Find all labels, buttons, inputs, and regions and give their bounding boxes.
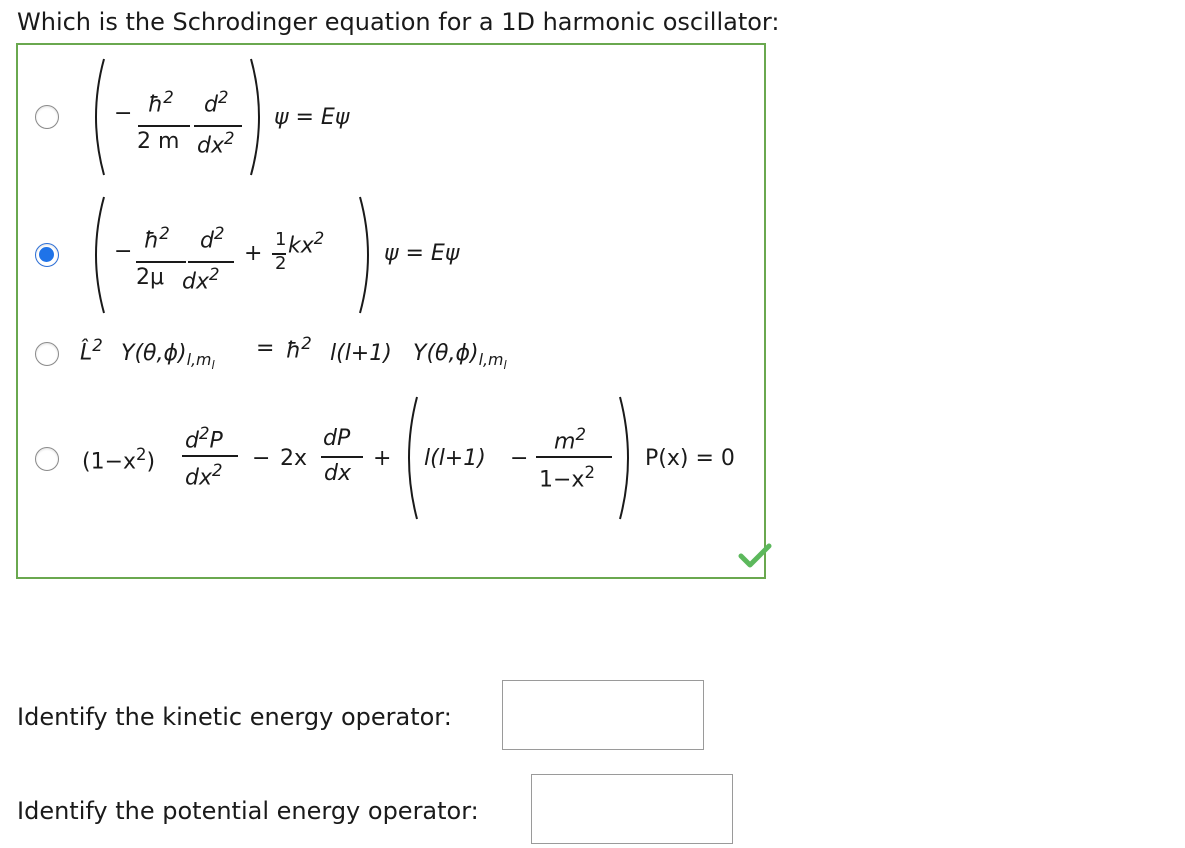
- option-1-den1: 2 m: [137, 129, 180, 154]
- option-2-bar-1: [136, 261, 186, 263]
- option-2-bar-2: [188, 261, 234, 263]
- option-1-bar-1: [138, 125, 190, 127]
- kinetic-input[interactable]: [502, 680, 704, 750]
- option-4-f2den: dx: [324, 461, 351, 486]
- option-3-eq: =: [256, 336, 275, 361]
- kinetic-label: Identify the kinetic energy operator:: [17, 703, 452, 731]
- option-4-plus: +: [373, 446, 392, 471]
- option-3-hbar: $ħ^2$: [286, 334, 312, 364]
- option-1-minus: −: [114, 101, 133, 126]
- option-2-den1: 2μ: [136, 265, 164, 290]
- option-4-bar-2: [321, 456, 363, 458]
- option-2-rhs: ψ = Eψ: [384, 241, 460, 266]
- option-1-hbar: $ħ^2$: [148, 88, 174, 118]
- option-4-two-x: 2x: [280, 446, 308, 471]
- option-1-radio[interactable]: [35, 105, 59, 129]
- right-paren-2: [354, 195, 378, 315]
- option-4-radio[interactable]: [35, 447, 59, 471]
- option-4-minus2: −: [510, 446, 529, 471]
- option-2-hbar: $ħ^2$: [144, 224, 170, 254]
- option-4-ll: l(l+1): [424, 446, 486, 471]
- option-2-radio[interactable]: [35, 243, 59, 267]
- option-1-d: $d^2$: [204, 88, 229, 118]
- left-paren-2: [86, 195, 110, 315]
- right-paren-1: [245, 57, 269, 177]
- option-4-rhs: P(x) = 0: [645, 446, 735, 471]
- option-2-d: $d^2$: [200, 224, 225, 254]
- option-4-f3num: $m^2$: [554, 425, 586, 455]
- potential-label: Identify the potential energy operator:: [17, 797, 479, 825]
- option-2-den2: $dx^2$: [182, 265, 220, 295]
- option-4-bar-3: [536, 456, 612, 458]
- option-1-rhs: ψ = Eψ: [274, 105, 350, 130]
- option-2-kx: $kx^2$: [288, 229, 325, 259]
- option-2-half-num: 1: [275, 229, 287, 250]
- question-text: Which is the Schrodinger equation for a 1D harmonic oscillator:: [17, 8, 780, 36]
- option-4-bar-1: [182, 455, 238, 457]
- left-paren-1: [86, 57, 110, 177]
- potential-input[interactable]: [531, 774, 733, 844]
- option-1-den2: $dx^2$: [197, 129, 235, 159]
- option-1-bar-2: [194, 125, 242, 127]
- option-4-f3den: $1-x^2$: [539, 463, 595, 493]
- left-paren-4: [399, 395, 423, 521]
- option-4-f1num: $d^2P$: [185, 424, 223, 454]
- option-4-minus: −: [252, 446, 271, 471]
- option-4-t1: $(1-x^2)$: [82, 445, 156, 475]
- option-3-y1: $Y(\theta,\phi)_{l,m_l}$: [121, 341, 215, 373]
- option-2-plus: +: [244, 241, 263, 266]
- option-4-f1den: $dx^2$: [185, 461, 223, 491]
- answer-options-box: [16, 43, 766, 579]
- option-3-lhs: L̂$^2$: [80, 336, 103, 366]
- right-paren-4: [614, 395, 638, 521]
- option-4-f2num: dP: [323, 426, 351, 451]
- option-2-minus: −: [114, 239, 133, 264]
- checkmark-icon: [738, 543, 772, 569]
- option-2-half-den: 2: [275, 253, 287, 274]
- option-3-y2: $Y(\theta,\phi)_{l,m_l}$: [413, 341, 507, 373]
- option-3-ll: l(l+1): [330, 341, 392, 366]
- option-3-radio[interactable]: [35, 342, 59, 366]
